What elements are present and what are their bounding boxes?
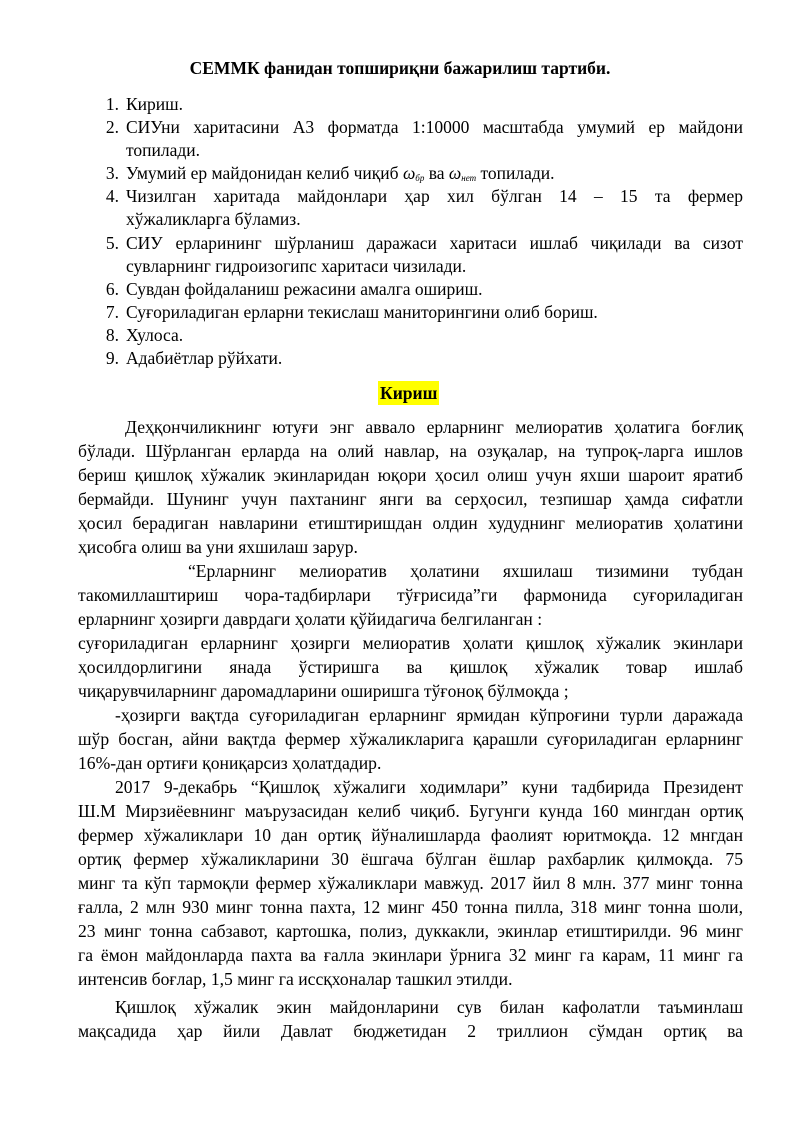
text-line: бермайди. Шунинг учун пахтанинг янги ва серҳосил, тезпишар ҳамда сифатли xyxy=(78,489,743,509)
list-item-text-part: топилади. xyxy=(476,163,555,183)
list-item-text: СИУни харитасини А3 форматда 1:10000 масштабда умумий ер майдони xyxy=(126,117,743,137)
list-item-text: Чизилган харитада майдонлари ҳар хил бўлган 14 – 15 та фермер xyxy=(126,186,743,206)
text-line: ҳисобга олиш ва уни яхшилаш зарур. xyxy=(78,537,358,557)
list-item-number: 2. xyxy=(105,117,119,137)
document-title: СЕММК фанидан топшириқни бажарилиш тартиби. xyxy=(189,58,611,78)
list-item-text-part: ва xyxy=(424,163,449,183)
text-line: бўлади. Шўрланган ерларда на олий навлар, на озуқалар, на тупроқ-ларга ишлов xyxy=(78,441,743,461)
text-line: интенсив боғлар, 1,5 минг га иссқхоналар ташкил этилди. xyxy=(78,969,513,989)
text-line: ғалла, 2 млн 930 минг тонна пахта, 12 минг 450 тонна пилла, 318 минг тонна шоли, xyxy=(78,897,743,917)
text-line: ҳосил берадиган навларини етиштиришдан олдин худуднинг мелиоратив ҳолатини xyxy=(78,513,743,533)
text-line: “Ерларнинг мелиоратив ҳолатини яхшилаш тизимини тубдан xyxy=(188,561,743,581)
list-item-text: топилади. xyxy=(126,140,201,160)
list-item-text: Кириш. xyxy=(126,94,184,114)
omega-net-symbol xyxy=(449,163,476,183)
text-line: шўр босган, айни вақтда фермер хўжаликларига қарашли суғориладиган ерларнинг xyxy=(78,729,743,749)
text-line: суғориладиган ерларнинг ҳозирги мелиоратив ҳолати қишлоқ хўжалик экинлари xyxy=(78,633,743,653)
text-line: ортиқ фермер хўжаликларини 30 ёшгача бўлган ёшлар рахбарлик қилмоқда. 75 xyxy=(78,849,743,869)
task-order-list xyxy=(0,0,800,380)
text-line: мақсадида ҳар йили Давлат бюджетидан 2 триллион сўмдан ортиқ ва xyxy=(78,1021,743,1041)
list-item-text: сувларнинг гидроизогипс харитаси чизилади. xyxy=(126,256,467,276)
list-item-number: 1. xyxy=(105,94,119,114)
omega-letter: ω xyxy=(448,163,462,183)
text-line: бериш қишлоқ хўжалик экинларидан юқори ҳосил олиш учун яхши шароит яратиб xyxy=(78,465,743,485)
text-line: чиқарувчиларнинг даромадларини оширишга тўғоноқ бўлмоқда ; xyxy=(78,681,569,701)
list-item-number: 5. xyxy=(105,233,119,253)
list-item-number: 9. xyxy=(105,348,119,368)
section-heading-introduction: Кириш xyxy=(380,383,438,403)
omega-letter: ω xyxy=(402,163,416,183)
list-item-text: СИУ ерларининг шўрланиш даражаси харитаси ишлаб чиқилади ва сизот xyxy=(126,233,743,253)
text-line: такомиллаштириш чора-тадбирлари тўғрисида”ги фармонида суғориладиган xyxy=(78,585,743,605)
list-item-text-part: Умумий ер майдонидан келиб чиқиб xyxy=(126,163,403,183)
omega-br-symbol xyxy=(403,163,424,183)
text-line: 2017 9-декабрь “Қишлоқ хўжалиги ходимлари” куни тадбирида Президент xyxy=(115,777,743,797)
text-line: га ёмон майдонларда пахта ва ғалла экинлари ўрнига 32 минг га карам, 11 минг га xyxy=(78,945,743,965)
list-item-number: 8. xyxy=(105,325,119,345)
text-line: Ш.М Мирзиёевнинг маърузасидан келиб чиқиб. Бугунги кунда 160 мингдан ортиқ xyxy=(78,801,743,821)
text-line: Деҳқончиликнинг ютуғи энг аввало ерларнинг мелиоратив ҳолатига боғлиқ xyxy=(125,417,743,437)
list-item-number: 7. xyxy=(105,302,119,322)
text-line: 16%-дан ортиғи қониқарсиз ҳолатдадир. xyxy=(78,753,382,773)
text-line: ҳосилдорлигини янада ўстиришга ва қишлоқ хўжалик товар ишлаб xyxy=(78,657,743,677)
text-line: Қишлоқ хўжалик экин майдонларини сув билан кафолатли таъминлаш xyxy=(115,997,743,1017)
list-item-text: Сувдан фойдаланиш режасини амалга ошириш. xyxy=(126,279,483,299)
list-item-text: Адабиётлар рўйхати. xyxy=(126,348,283,368)
text-line: фермер хўжаликлари 10 дан ортиқ йўналишларда фаолият юритмоқда. 12 мнгдан xyxy=(78,825,743,845)
list-item-number: 6. xyxy=(105,279,119,299)
list-item-text: хўжаликларга бўламиз. xyxy=(126,209,301,229)
text-line: -ҳозирги вақтда суғориладиган ерларнинг ярмидан кўпроғини турли даражада xyxy=(115,705,743,725)
list-item-text: Хулоса. xyxy=(126,325,184,345)
omega-subscript: бр xyxy=(415,173,425,183)
text-line: минг та кўп тармоқли фермер хўжаликлари мавжуд. 2017 йил 8 млн. 377 минг тонна xyxy=(78,873,743,893)
text-line: ерларнинг ҳозирги даврдаги ҳолати қўйидагича белгиланган : xyxy=(78,609,543,629)
list-item-number: 4. xyxy=(105,186,119,206)
list-item-text: Суғориладиган ерларни текислаш маниторингини олиб бориш. xyxy=(126,302,598,322)
list-item-number: 3. xyxy=(105,163,119,183)
text-line: 23 минг тонна сабзавот, картошка, полиз, дуккакли, экинлар етиштирилди. 96 минг xyxy=(78,921,743,941)
omega-subscript: нет xyxy=(461,173,477,183)
